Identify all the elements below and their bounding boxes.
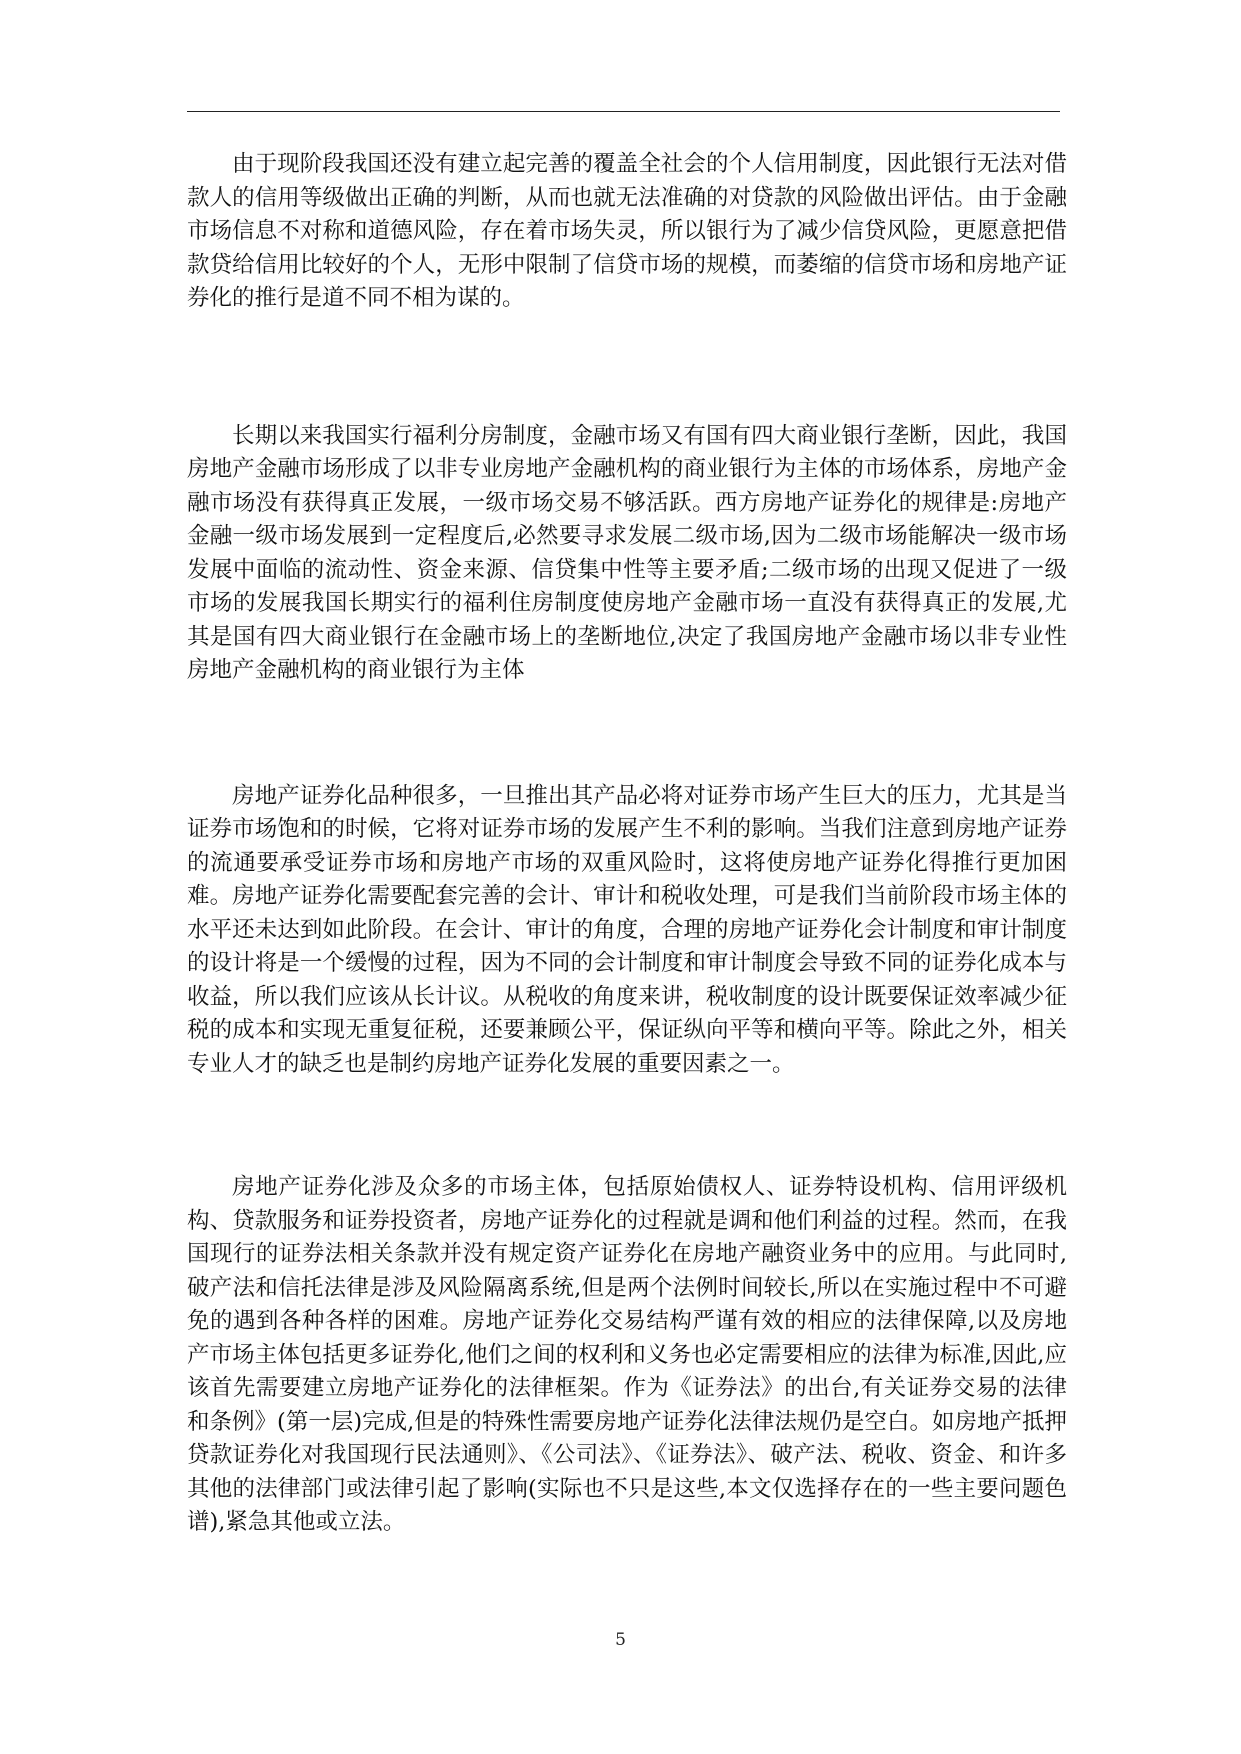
paragraph-credit-system: 由于现阶段我国还没有建立起完善的覆盖全社会的个人信用制度，因此银行无法对借款人的信用等级做出正确的判断，从而也就无法准确的对贷款的风险做出评估。由于金融市场信息不对称和道德风险，存在着市场失灵，所以银行为了减少信贷风险，更愿意把借款贷给信用比较好的个人，无形中限制了信贷市场的规模，而萎缩的信贷市场和房地产证券化的推行是道不同不相为谋的。 <box>187 151 1067 311</box>
paragraph-securities-market-pressure: 房地产证券化品种很多，一旦推出其产品必将对证券市场产生巨大的压力，尤其是当证券市场饱和的时候，它将对证券市场的发展产生不利的影响。当我们注意到房地产证券的流通要承受证券市场和房地产市场的双重风险时，这将使房地产证券化得推行更加困难。房地产证券化需要配套完善的会计、审计和税收处理，可是我们当前阶段市场主体的水平还未达到如此阶段。在会计、审计的角度，合理的房地产证券化会计制度和审计制度的设计将是一个缓慢的过程，因为不同的会计制度和审计制度会导致不同的证券化成本与收益，所以我们应该从长计议。从税收的角度来讲，税收制度的设计既要保证效率减少征税的成本和实现无重复征税，还要兼顾公平，保证纵向平等和横向平等。除此之外，相关专业人才的缺乏也是制约房地产证券化发展的重要因素之一。 <box>187 782 1067 1077</box>
paragraph-housing-finance-market: 长期以来我国实行福利分房制度，金融市场又有国有四大商业银行垄断，因此，我国房地产金融市场形成了以非专业房地产金融机构的商业银行为主体的市场体系，房地产金融市场没有获得真正发展，一级市场交易不够活跃。西方房地产证券化的规律是:房地产金融一级市场发展到一定程度后,必然要寻求发展二级市场,因为二级市场能解决一级市场发展中面临的流动性、资金来源、信贷集中性等主要矛盾;二级市场的出现又促进了一级市场的发展我国长期实行的福利住房制度使房地产金融市场一直没有获得真正的发展,尤其是国有四大商业银行在金融市场上的垄断地位,决定了我国房地产金融市场以非专业性房地产金融机构的商业银行为主体 <box>187 422 1067 683</box>
document-body <box>187 148 1067 1540</box>
paragraph-legal-framework: 房地产证券化涉及众多的市场主体，包括原始债权人、证券特设机构、信用评级机构、贷款服务和证券投资者，房地产证券化的过程就是调和他们利益的过程。然而，在我国现行的证券法相关条款并没有规定资产证券化在房地产融资业务中的应用。与此同时,破产法和信托法律是涉及风险隔离系统,但是两个法例时间较长,所以在实施过程中不可避免的遇到各种各样的困难。房地产证券化交易结构严谨有效的相应的法律保障,以及房地产市场主体包括更多证券化,他们之间的权利和义务也必定需要相应的法律为标准,因此,应该首先需要建立房地产证券化的法律框架。作为《证券法》的出台,有关证券交易的法律和条例》(第一层)完成,但是的特殊性需要房地产证券化法律法规仍是空白。如房地产抵押贷款证券化对我国现行民法通则》、《公司法》、《证券法》、破产法、税收、资金、和许多其他的法律部门或法律引起了影响(实际也不只是这些,本文仅选择存在的一些主要问题色谱),紧急其他或立法。 <box>187 1174 1067 1535</box>
header-rule <box>187 111 1060 112</box>
page-number: 5 <box>615 1630 626 1650</box>
